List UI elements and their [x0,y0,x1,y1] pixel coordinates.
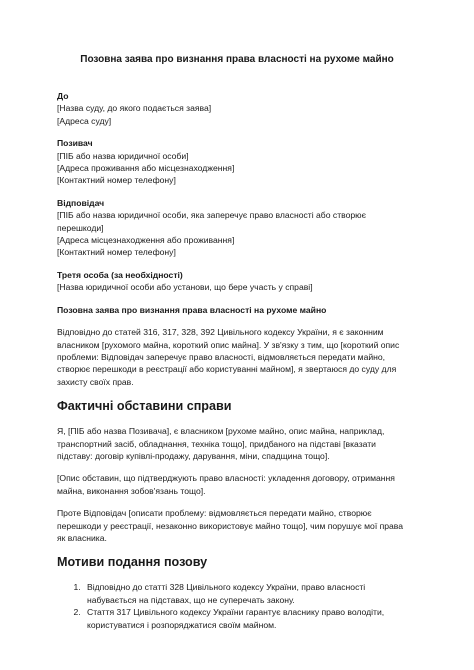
facts-line: транспортний засіб, обладнання, техніка тощо], придбаного на підставі [вказати [57,438,376,449]
court-name: [Назва суду, до якого подається заява] [57,103,212,114]
plaintiff-name: [ПІБ або назва юридичної особи] [57,150,189,161]
third-party-name: [Назва юридичної особи або установи, що бере участь у справі] [57,282,313,293]
list-item [83,606,427,631]
facts-line: перешкоди у реєстрації, незаконно використовує майно тощо], чим порушує мої права [57,520,404,531]
third-party-label: Третя особа (за необхідності) [57,269,183,280]
document-title: Позовна заява про визнання права власності на рухоме майно [80,54,394,65]
intro-line: власником [рухомого майна, короткий опис майна]. У зв'язку з тим, що [короткий опис [57,339,400,350]
facts-line: Я, [ПІБ або назва Позивача], є власником [рухоме майно, опис майна, наприклад, [57,426,385,437]
intro-line: Відповідно до статей 316, 317, 328, 392 Цивільного кодексу України, я є законним [57,327,384,338]
list-item-line: 1. Відповідно до статті 328 Цивільного кодексу України, право власності [87,582,366,593]
facts-paragraph-3 [57,507,427,544]
to-label: До [57,91,69,101]
list-item-line: 2. Стаття 317 Цивільного кодексу України гарантує власнику право володіти, [87,607,385,618]
intro-line: проблеми: Відповідач заперечує право власності, відмовляється передати майно, [57,351,386,362]
defendant-label: Відповідач [57,197,105,208]
plaintiff-phone: [Контактний номер телефону] [57,175,176,186]
intro-line: захисту своїх прав. [57,376,134,387]
claim-subtitle: Позовна заява про визнання права власності на рухоме майно [57,304,327,315]
defendant-name: [ПІБ або назва юридичної особи, яка заперечує право власності або створює [57,210,366,221]
defendant-name-cont: перешкоди] [57,222,104,233]
facts-line: [Опис обставин, що підтверджують право власності: укладення договору, отримання [57,473,395,484]
intro-paragraph [57,326,427,388]
facts-line: як власника. [57,532,107,543]
facts-line: Проте Відповідач [описати проблему: відмовляється передати майно, створює [57,508,372,519]
document-body [57,90,427,631]
motives-list [57,581,427,631]
list-item-line: користуватися і розпоряджатися своїм майном. [87,619,277,630]
motives-heading: Мотиви подання позову [57,555,208,570]
plaintiff-section [57,137,427,187]
facts-heading: Фактичні обставини справи [57,399,232,414]
facts-line: підставу: договір купівлі-продажу, дарування, міни, спадщина тощо]. [57,450,330,461]
plaintiff-address: [Адреса проживання або місцезнаходження] [57,163,235,174]
defendant-address: [Адреса місцезнаходження або проживання] [57,235,235,246]
facts-line: майна, виконання зобов'язань тощо]. [57,485,206,496]
list-item-line: набувається на підставах, що не суперечать закону. [87,594,295,605]
plaintiff-label: Позивач [57,138,93,149]
list-item [83,581,427,606]
facts-paragraph-2 [57,472,427,497]
intro-line: створює перешкоди в реєстрації або користуванні майном], я звертаюся до суду для [57,364,397,375]
third-party-section [57,269,427,294]
defendant-phone: [Контактний номер телефону] [57,247,176,258]
to-section [57,90,427,127]
defendant-section [57,197,427,259]
court-address: [Адреса суду] [57,115,112,126]
facts-paragraph-1 [57,425,427,462]
